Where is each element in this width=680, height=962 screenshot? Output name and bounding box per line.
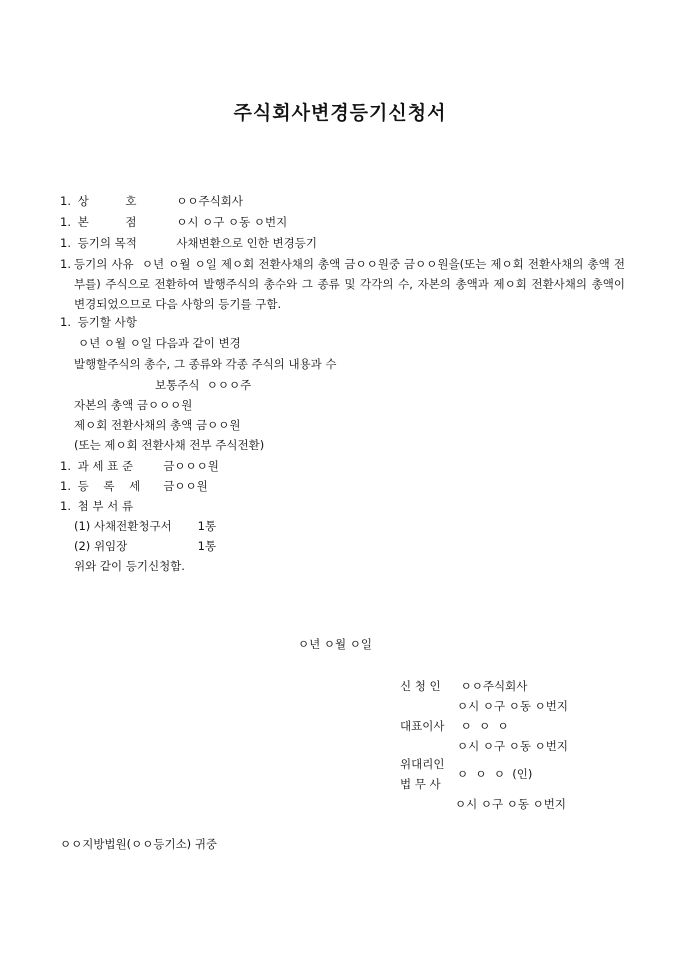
- item-number: 1.: [60, 236, 71, 250]
- representative-address: ㅇ시 ㅇ구 ㅇ동 ㅇ번지: [457, 739, 568, 753]
- item-value: ㅇ시 ㅇ구 ㅇ동 ㅇ번지: [176, 215, 288, 229]
- attachment-2: [74, 538, 216, 554]
- matters-line: ㅇ년 ㅇ월 ㅇ일 다음과 같이 변경: [78, 336, 241, 350]
- item-trade-name: [60, 193, 243, 209]
- representative-row: [400, 718, 509, 734]
- reason-text: 등기의 사유 ㅇ년 ㅇ월 ㅇ일 제ㅇ회 전환사채의 총액 금ㅇㅇ원중 금ㅇㅇ원을(또는 제ㅇ회 전환사채의 총액 전부를) 주식으로 전환하여 발행주식의 총수와 그 종류 및 각각의 수, 자본의 총액과 제ㅇ회 전환사채의 총액이 변경되었으므로 다음 사항의 등기를 구함.: [74, 257, 629, 311]
- applicant-address: ㅇ시 ㅇ구 ㅇ동 ㅇ번지: [457, 699, 568, 713]
- attachment-1: [74, 518, 216, 534]
- matters-line: (또는 제ㅇ회 전환사채 전부 주식전환): [74, 438, 265, 452]
- item-value: 금ㅇㅇ원: [163, 479, 208, 493]
- item-label: 등 록 세: [77, 479, 141, 493]
- item-number: 1.: [60, 215, 71, 229]
- attachment-label: (1) 사채전환청구서: [74, 519, 172, 533]
- item-head-office: [60, 214, 287, 230]
- item-label: 등기의 목적: [77, 236, 137, 250]
- item-value: 금ㅇㅇㅇ원: [163, 459, 219, 473]
- item-value: ㅇㅇ주식회사: [176, 194, 243, 208]
- attachment-count: 1통: [197, 519, 217, 533]
- item-label: 본 점: [77, 215, 137, 229]
- applicant-label: 신 청 인: [400, 679, 441, 693]
- agent-name: ㅇ ㅇ ㅇ (인): [457, 767, 533, 781]
- item-label: 상 호: [77, 194, 137, 208]
- item-attachments: [60, 498, 133, 514]
- item-purpose: [60, 235, 317, 251]
- item-number: 1.: [60, 459, 71, 473]
- item-number: 1.: [60, 479, 71, 493]
- agent-label-2: 법 무 사: [400, 777, 441, 791]
- item-value: 사채변환으로 인한 변경등기: [176, 236, 317, 250]
- document-title: 주식회사변경등기신청서: [233, 102, 447, 124]
- item-number: 1.: [60, 257, 71, 271]
- item-tax-base: [60, 458, 219, 474]
- item-label: 과 세 표 준: [77, 459, 134, 473]
- item-number: 1.: [60, 315, 71, 329]
- item-label: 등기할 사항: [77, 315, 137, 329]
- closing-statement: 위와 같이 등기신청함.: [74, 559, 185, 573]
- matters-line: 발행할주식의 총수, 그 종류와 각종 주식의 내용과 수: [74, 357, 337, 371]
- applicant-name: ㅇㅇ주식회사: [460, 679, 528, 693]
- court-addressee: ㅇㅇ지방법원(ㅇㅇ등기소) 귀중: [60, 837, 218, 851]
- item-number: 1.: [60, 499, 71, 513]
- matters-line: 자본의 총액 금ㅇㅇㅇ원: [74, 398, 193, 412]
- item-matters: [60, 314, 137, 330]
- applicant-row: [400, 678, 527, 694]
- application-date: ㅇ년 ㅇ월 ㅇ일: [298, 637, 372, 651]
- representative-label: 대표이사: [400, 719, 445, 733]
- representative-name: ㅇ ㅇ ㅇ: [460, 719, 509, 733]
- agent-address: ㅇ시 ㅇ구 ㅇ동 ㅇ번지: [455, 797, 566, 811]
- item-label: 첨 부 서 류: [77, 499, 134, 513]
- agent-label-1: 위대리인: [400, 757, 445, 771]
- matters-line: 보통주식 ㅇㅇㅇ주: [155, 378, 252, 392]
- attachment-count: 1통: [197, 539, 217, 553]
- attachment-label: (2) 위임장: [74, 539, 128, 553]
- item-number: 1.: [60, 194, 71, 208]
- item-reason: [60, 254, 629, 314]
- item-registration-tax: [60, 478, 208, 494]
- matters-line: 제ㅇ회 전환사채의 총액 금ㅇㅇ원: [74, 418, 241, 432]
